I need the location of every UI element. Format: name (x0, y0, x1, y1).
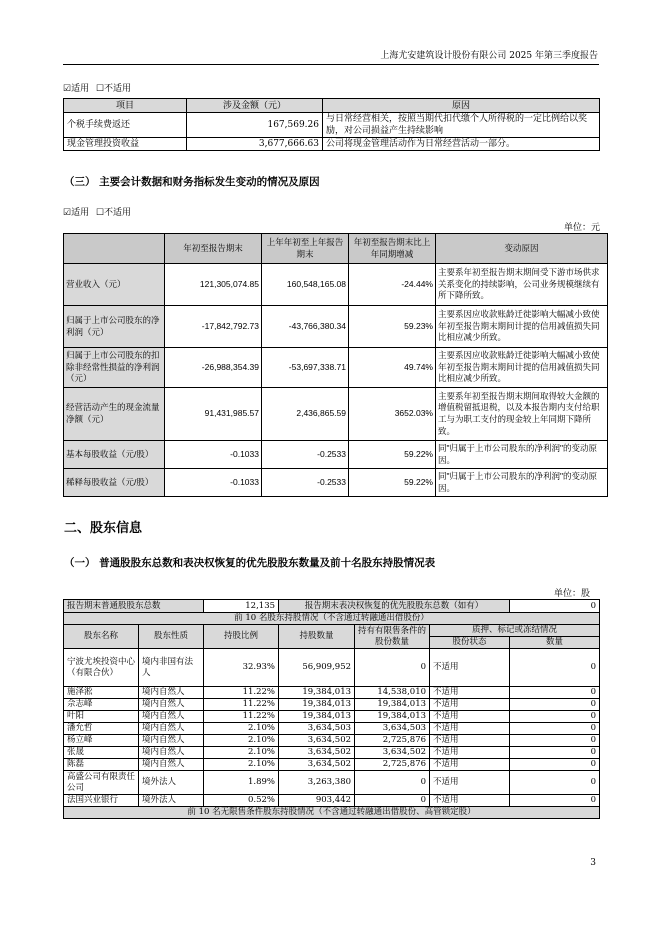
cell-nature: 境内自然人 (139, 759, 204, 771)
cell-restricted: 14,538,010 (355, 687, 430, 699)
col-header-reason: 变动原因 (436, 234, 608, 264)
cell-name: 叶阳 (64, 711, 139, 723)
cell-count: 0 (510, 735, 600, 747)
applicable-check-1 (63, 81, 131, 94)
cell-qty: 903,442 (279, 795, 355, 807)
col-header-amount: 涉及金额（元） (187, 99, 323, 113)
col-header-count: 数量 (510, 637, 600, 649)
cell-qty: 19,384,013 (279, 699, 355, 711)
checkbox-not-applicable[interactable]: ☐不适用 (95, 84, 132, 94)
cell-name: 高盛公司有限责任公司 (64, 771, 139, 795)
cell-ratio: 2.10% (204, 747, 279, 759)
table-row (64, 711, 600, 723)
cell-reason: 主要系因应收款账龄迁徙影响大幅减小致使年初至报告期末期间计提的信用减值损失同比相应减少所致。 (436, 348, 608, 388)
cell-qty: 19,384,013 (279, 687, 355, 699)
table-row (64, 699, 600, 711)
cell-count: 0 (510, 687, 600, 699)
cell-item: 营业收入（元） (64, 264, 165, 306)
cell-count: 0 (510, 649, 600, 687)
checkbox-applicable[interactable]: ☑适用 (63, 208, 90, 218)
financial-changes-table (63, 233, 608, 497)
table-row (64, 687, 600, 699)
cell-name: 潘允哲 (64, 723, 139, 735)
col-header-previous: 上年年初至上年报告期末 (262, 234, 349, 264)
cell-status: 不适用 (430, 699, 510, 711)
checkbox-not-applicable[interactable]: ☐不适用 (95, 208, 132, 218)
unrestricted-title: 前 10 名无限售条件股东持股情况（不含通过转融通出借股份、高管锁定股） (64, 807, 600, 819)
cell-restricted: 2,725,876 (355, 759, 430, 771)
cell-item: 经营活动产生的现金流量净额（元） (64, 388, 165, 441)
cell-current: -17,842,792.73 (165, 306, 262, 348)
col-header-current: 年初至报告期末 (165, 234, 262, 264)
cell-restricted: 2,725,876 (355, 735, 430, 747)
cell-current: 91,431,985.57 (165, 388, 262, 441)
table-row (64, 469, 608, 497)
cell-nature: 境内自然人 (139, 735, 204, 747)
cell-status: 不适用 (430, 759, 510, 771)
cell-reason: 主要系年初至报告期末期间受下游市场供求关系变化的持续影响，公司业务规模继续有所下降所致。 (436, 264, 608, 306)
pref-holders-label: 报告期末表决权恢复的优先股股东总数（如有） (279, 600, 510, 613)
cell-restricted: 3,634,502 (355, 747, 430, 759)
unit-label: 单位：元 (563, 223, 600, 233)
cell-change: 59.23% (349, 306, 436, 348)
cell-previous: -0.2533 (262, 441, 349, 469)
cell-name: 张晟 (64, 747, 139, 759)
cell-status: 不适用 (430, 771, 510, 795)
section-title-2-1: （一） 普通股股东总数和表决权恢复的优先股股东数量及前十名股东持股情况表 (64, 557, 436, 569)
cell-qty: 3,634,503 (279, 723, 355, 735)
table-row (64, 138, 600, 151)
cell-item: 稀释每股收益（元/股） (64, 469, 165, 497)
cell-ratio: 32.93% (204, 649, 279, 687)
cell-previous: 2,436,865.59 (262, 388, 349, 441)
cell-restricted: 0 (355, 649, 430, 687)
cell-status: 不适用 (430, 711, 510, 723)
cell-qty: 19,384,013 (279, 711, 355, 723)
unit-label-shares: 单位：股 (553, 589, 590, 599)
table-row (64, 306, 608, 348)
cell-nature: 境外法人 (139, 771, 204, 795)
section-title-3: （三） 主要会计数据和财务指标发生变动的情况及原因 (64, 176, 320, 188)
cell-nature: 境内自然人 (139, 687, 204, 699)
table-row (64, 759, 600, 771)
col-header-name: 股东名称 (64, 625, 139, 649)
cell-item: 现金管理投资收益 (64, 138, 187, 151)
cell-status: 不适用 (430, 649, 510, 687)
cell-name: 杨立峰 (64, 735, 139, 747)
cell-count: 0 (510, 795, 600, 807)
table-row (64, 747, 600, 759)
cell-reason: 与日常经营相关，按照当期代扣代缴个人所得税的一定比例给以奖励，对公司损益产生持续影响 (323, 113, 600, 138)
cell-ratio: 1.89% (204, 771, 279, 795)
cell-change: 3652.03% (349, 388, 436, 441)
total-holders-label: 报告期末普通股股东总数 (64, 600, 204, 613)
cell-count: 0 (510, 759, 600, 771)
col-header-restricted: 持有有限售条件的股份数量 (355, 625, 430, 649)
table-row (64, 771, 600, 795)
header-rule (63, 64, 599, 65)
cell-reason: 主要系年初至报告期末期间取得较大金额的增值税留抵退税，以及本报告期内支付给职工与为职工支付的现金较上年同期下降所致。 (436, 388, 608, 441)
cell-restricted: 0 (355, 771, 430, 795)
table-row (64, 113, 600, 138)
cell-status: 不适用 (430, 747, 510, 759)
cell-ratio: 2.10% (204, 723, 279, 735)
col-header-pledge: 质押、标记或冻结情况 (430, 625, 600, 637)
col-header-change: 年初至报告期末比上年同期增减 (349, 234, 436, 264)
table-row (64, 723, 600, 735)
part-title-shareholders: 二、股东信息 (64, 521, 143, 536)
cell-current: -0.1033 (165, 441, 262, 469)
cell-ratio: 11.22% (204, 699, 279, 711)
cell-ratio: 11.22% (204, 711, 279, 723)
cell-ratio: 11.22% (204, 687, 279, 699)
cell-change: -24.44% (349, 264, 436, 306)
cell-count: 0 (510, 747, 600, 759)
cell-name: 陈磊 (64, 759, 139, 771)
cell-ratio: 0.52% (204, 795, 279, 807)
table-row (64, 264, 608, 306)
cell-status: 不适用 (430, 723, 510, 735)
non-recurring-items-table (63, 98, 600, 151)
cell-previous: 160,548,165.08 (262, 264, 349, 306)
cell-change: 59.22% (349, 469, 436, 497)
cell-reason: 同"归属于上市公司股东的净利润"的变动原因。 (436, 441, 608, 469)
cell-nature: 境内自然人 (139, 723, 204, 735)
total-holders-value: 12,135 (204, 600, 279, 613)
applicable-check-2 (63, 205, 131, 218)
col-header-ratio: 持股比例 (204, 625, 279, 649)
cell-count: 0 (510, 771, 600, 795)
cell-previous: -43,766,380.34 (262, 306, 349, 348)
table-row (64, 441, 608, 469)
cell-nature: 境外法人 (139, 795, 204, 807)
cell-restricted: 19,384,013 (355, 711, 430, 723)
cell-nature: 境内自然人 (139, 699, 204, 711)
cell-reason: 公司将现金管理活动作为日常经营活动一部分。 (323, 138, 600, 151)
cell-restricted: 19,384,013 (355, 699, 430, 711)
table-row (64, 735, 600, 747)
cell-ratio: 2.10% (204, 759, 279, 771)
cell-nature: 境内非国有法人 (139, 649, 204, 687)
cell-restricted: 3,634,503 (355, 723, 430, 735)
pref-holders-value: 0 (510, 600, 600, 613)
cell-ratio: 2.10% (204, 735, 279, 747)
cell-reason: 主要系因应收款账龄迁徙影响大幅减小致使年初至报告期末期间计提的信用减值损失同比相应减少所致。 (436, 306, 608, 348)
cell-status: 不适用 (430, 735, 510, 747)
cell-amount: 167,569.26 (187, 113, 323, 138)
cell-qty: 3,634,502 (279, 759, 355, 771)
page-header: 上海尤安建筑设计股份有限公司 2025 年第三季度报告 (380, 51, 598, 61)
cell-change: 59.22% (349, 441, 436, 469)
cell-nature: 境内自然人 (139, 747, 204, 759)
col-header-qty: 持股数量 (279, 625, 355, 649)
cell-current: -26,988,354.39 (165, 348, 262, 388)
top10-title: 前 10 名股东持股情况（不含通过转融通出借股份） (64, 613, 600, 625)
cell-current: -0.1033 (165, 469, 262, 497)
cell-name: 宁波尤埃投资中心（有限合伙） (64, 649, 139, 687)
cell-reason: 同"归属于上市公司股东的净利润"的变动原因。 (436, 469, 608, 497)
table-row (64, 795, 600, 807)
cell-item: 基本每股收益（元/股） (64, 441, 165, 469)
col-header-status: 股份状态 (430, 637, 510, 649)
cell-status: 不适用 (430, 795, 510, 807)
col-header-reason: 原因 (323, 99, 600, 113)
cell-qty: 3,634,502 (279, 747, 355, 759)
cell-count: 0 (510, 723, 600, 735)
cell-status: 不适用 (430, 687, 510, 699)
table-row (64, 348, 608, 388)
cell-change: 49.74% (349, 348, 436, 388)
cell-qty: 56,909,952 (279, 649, 355, 687)
cell-name: 施泽淞 (64, 687, 139, 699)
cell-count: 0 (510, 699, 600, 711)
cell-name: 佘志峰 (64, 699, 139, 711)
cell-qty: 3,263,380 (279, 771, 355, 795)
cell-qty: 3,634,502 (279, 735, 355, 747)
cell-item: 归属于上市公司股东的净利润（元） (64, 306, 165, 348)
cell-count: 0 (510, 711, 600, 723)
cell-item: 归属于上市公司股东的扣除非经常性损益的净利润（元） (64, 348, 165, 388)
page-number: 3 (590, 858, 596, 868)
cell-item: 个税手续费返还 (64, 113, 187, 138)
shareholders-table (63, 599, 600, 819)
cell-amount: 3,677,666.63 (187, 138, 323, 151)
cell-name: 法国兴业银行 (64, 795, 139, 807)
cell-restricted: 0 (355, 795, 430, 807)
table-row (64, 388, 608, 441)
col-header-nature: 股东性质 (139, 625, 204, 649)
checkbox-applicable[interactable]: ☑适用 (63, 84, 90, 94)
cell-previous: -53,697,338.71 (262, 348, 349, 388)
table-row (64, 649, 600, 687)
col-header-blank (64, 234, 165, 264)
cell-nature: 境内自然人 (139, 711, 204, 723)
cell-previous: -0.2533 (262, 469, 349, 497)
col-header-item: 项目 (64, 99, 187, 113)
cell-current: 121,305,074.85 (165, 264, 262, 306)
